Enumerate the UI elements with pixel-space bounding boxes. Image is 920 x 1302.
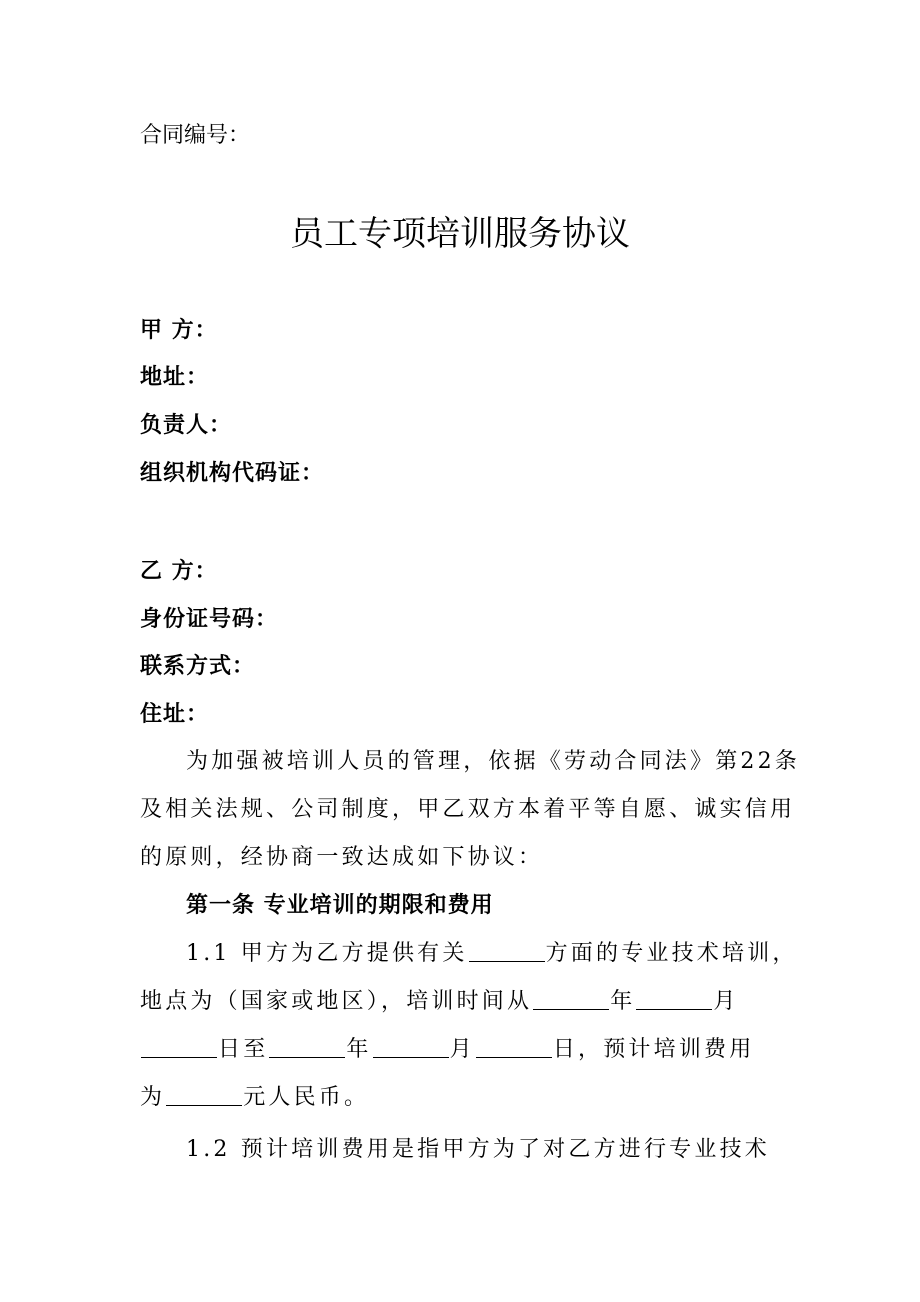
blank-field-start-year[interactable] [533,987,609,1010]
party-a-org-code-label: 组织机构代码证： [140,461,325,486]
party-a-responsible-label: 负责人： [140,413,233,438]
contract-number-label: 合同编号： [140,123,251,148]
clause-text: 方面的专业技术培训， [545,941,798,966]
party-b-contact-label: 联系方式： [140,654,256,679]
clause-text: 日，预计培训费用 [552,1037,755,1062]
clause-text: 月 [449,1037,475,1062]
clause-1-1-line-4 [140,1074,780,1122]
clause-text: 日至 [218,1037,269,1062]
party-b-id-label: 身份证号码： [140,607,279,632]
clause-1-1-line-2 [140,978,780,1026]
clause-text: 1.1 甲方为乙方提供有关 [186,941,468,966]
preamble-line-2: 及相关法规、公司制度，甲乙双方本着平等自愿、诚实信用 [140,797,796,822]
preamble-line-1: 为加强被培训人员的管理，依据《劳动合同法》第22条 [186,749,800,774]
clause-text: 元人民币。 [243,1085,370,1110]
clause-1-2-line-1: 1.2 预计培训费用是指甲方为了对乙方进行专业技术 [186,1137,770,1162]
clause-1-1-line-3 [140,1026,780,1074]
blank-field-training-area[interactable] [469,939,545,962]
clause-text: 月 [713,989,739,1014]
article-1-heading: 第一条 专业培训的期限和费用 [186,893,494,918]
blank-field-start-day[interactable] [141,1035,217,1058]
blank-field-training-fee[interactable] [166,1083,242,1106]
document-title: 员工专项培训服务协议 [290,214,630,254]
blank-field-start-month[interactable] [636,987,712,1010]
party-b-address-label: 住址： [140,702,210,727]
blank-field-end-year[interactable] [269,1035,345,1058]
preamble-line-3: 的原则，经协商一致达成如下协议： [140,845,544,870]
blank-field-end-month[interactable] [373,1035,449,1058]
clause-1-1-line-1 [140,930,826,978]
blank-field-end-day[interactable] [476,1035,552,1058]
clause-text: 年 [346,1037,372,1062]
clause-text: 年 [610,989,636,1014]
clause-text: 地点为（国家或地区），培训时间从 [140,989,533,1014]
party-a-label: 甲 方： [140,318,218,343]
clause-text: 为 [140,1085,166,1110]
party-a-address-label: 地址： [140,365,210,390]
party-b-label: 乙 方： [140,559,218,584]
